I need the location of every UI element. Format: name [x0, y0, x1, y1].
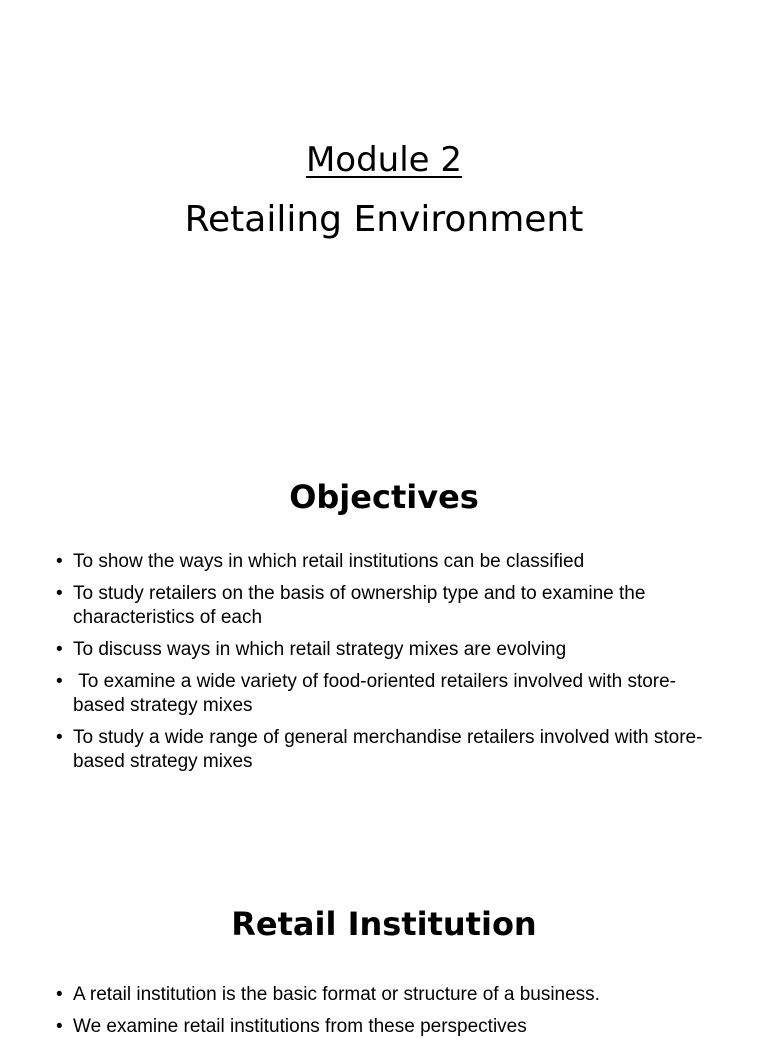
list-item-text: To study a wide range of general merchandise retailers involved with store-based strategy mixes: [73, 727, 703, 772]
bullet-icon: •: [56, 1016, 63, 1037]
list-item: [56, 726, 716, 774]
retail-institution-heading: Retail Institution: [231, 905, 537, 943]
bullet-icon: •: [56, 639, 63, 660]
page-title: Retailing Environment: [184, 199, 584, 240]
bullet-icon: •: [56, 984, 63, 1005]
list-item-text: To examine a wide variety of food-oriented retailers involved with store-based strategy mixes: [73, 671, 677, 716]
list-item: [56, 582, 716, 630]
bullet-icon: •: [56, 551, 63, 572]
list-item-text: To study retailers on the basis of ownership type and to examine the characteristics of each: [73, 583, 646, 628]
title-slide: [0, 0, 768, 330]
list-item-text: To discuss ways in which retail strategy mixes are evolving: [73, 639, 567, 660]
list-item: [56, 550, 716, 574]
list-item: [56, 638, 716, 662]
list-item: [56, 1015, 716, 1039]
list-item-text: A retail institution is the basic format or structure of a business.: [73, 984, 600, 1005]
list-item-text: We examine retail institutions from these perspectives: [73, 1016, 527, 1037]
objectives-slide: [0, 440, 768, 820]
module-label: Module 2: [305, 140, 463, 180]
bullet-icon: •: [56, 671, 63, 692]
bullet-icon: •: [56, 583, 63, 604]
objectives-list: [56, 550, 716, 782]
list-item: [56, 983, 716, 1007]
list-item: [56, 670, 716, 718]
bullet-icon: •: [56, 727, 63, 748]
objectives-heading: Objectives: [289, 478, 479, 516]
retail-institution-list: [56, 983, 716, 1047]
list-item-text: To show the ways in which retail institutions can be classified: [73, 551, 585, 572]
retail-institution-slide: [0, 880, 768, 1037]
